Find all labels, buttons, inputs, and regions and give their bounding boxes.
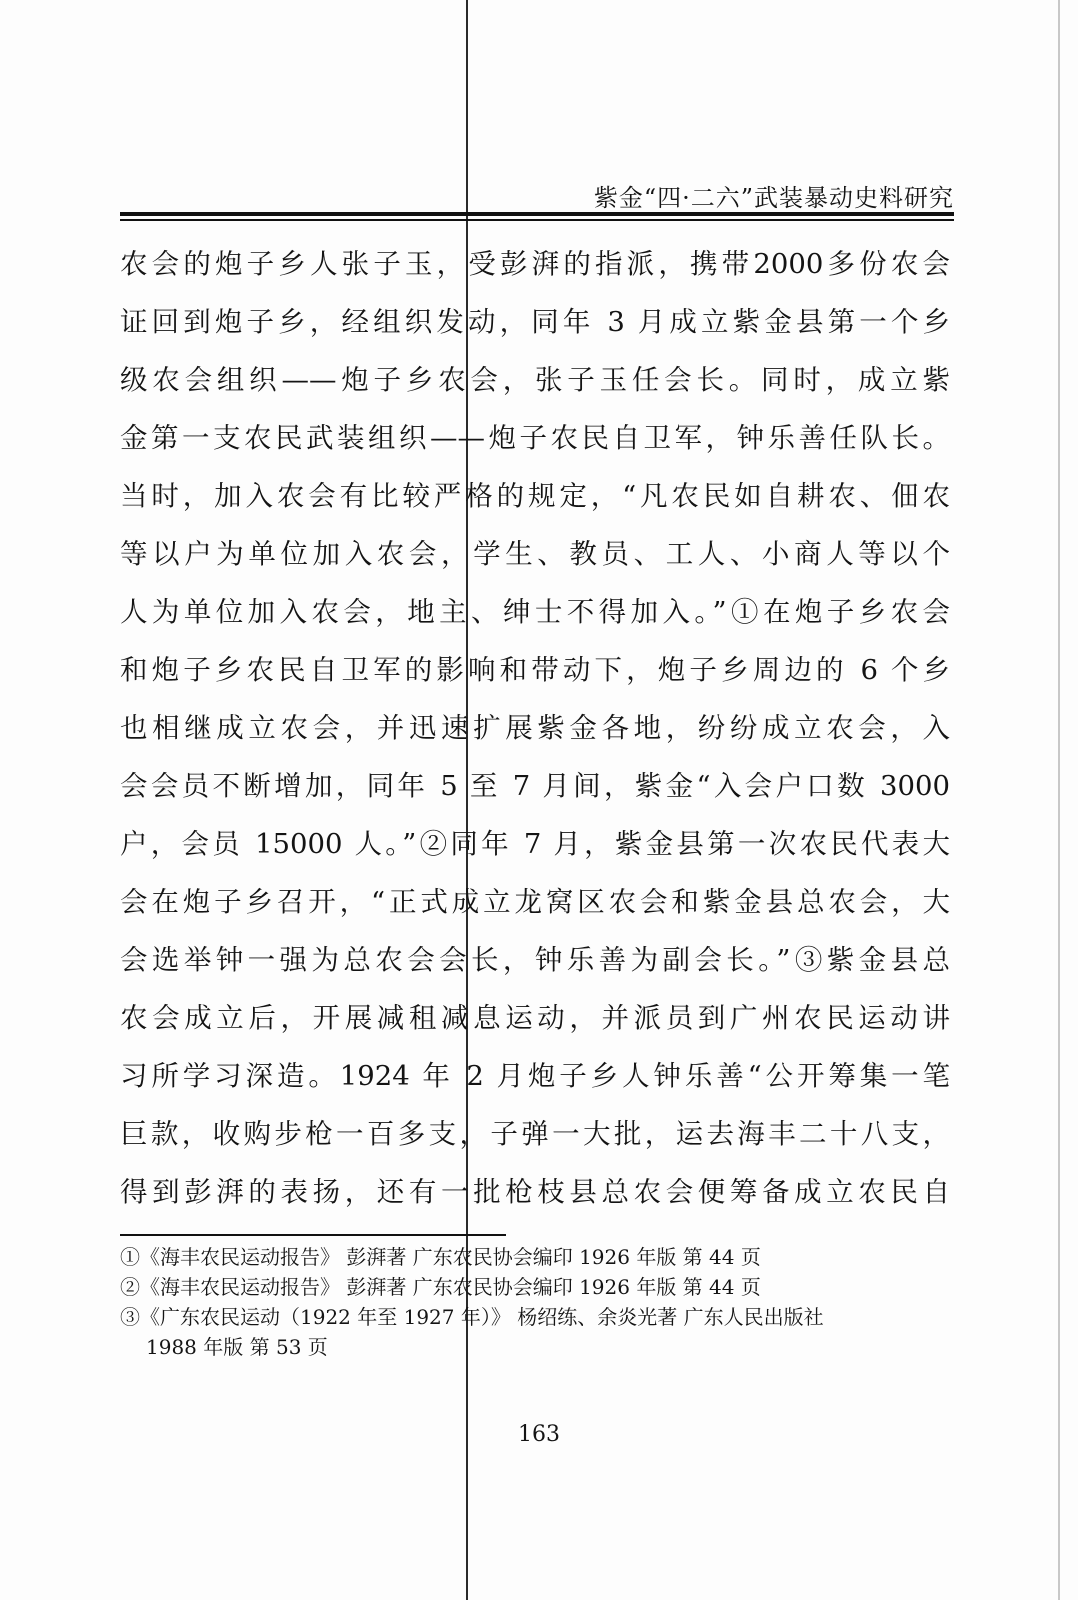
body-line: 证回到炮子乡，经组织发动，同年 3 月成立紫金县第一个乡	[120, 306, 950, 338]
body-line: 和炮子乡农民自卫军的影响和带动下，炮子乡周边的 6 个乡	[120, 654, 950, 686]
footnote-1: ①《海丰农民运动报告》 彭湃著 广东农民协会编印 1926 年版 第 44 页	[120, 1245, 761, 1269]
page-number: 163	[518, 1422, 560, 1447]
scan-edge-line	[1058, 0, 1060, 1600]
footnote-3-continued: 1988 年版 第 53 页	[146, 1335, 328, 1359]
header-rule-thick	[120, 212, 954, 216]
body-line: 农会的炮子乡人张子玉，受彭湃的指派，携带2000多份农会	[120, 248, 950, 280]
body-line: 会会员不断增加，同年 5 至 7 月间，紫金“入会户口数 3000	[120, 770, 950, 802]
body-line: 户，会员 15000 人。”②同年 7 月，紫金县第一次农民代表大	[120, 828, 950, 860]
body-line: 级农会组织——炮子乡农会，张子玉任会长。同时，成立紫	[120, 364, 950, 396]
running-head: 紫金“四·二六”武装暴动史料研究	[593, 184, 954, 212]
body-line: 巨款，收购步枪一百多支，子弹一大批，运去海丰二十八支，	[120, 1118, 950, 1150]
body-line: 金第一支农民武装组织——炮子农民自卫军，钟乐善任队长。	[120, 422, 950, 454]
body-line: 会选举钟一强为总农会会长，钟乐善为副会长。”③紫金县总	[120, 944, 950, 976]
header-rule-thin	[120, 219, 954, 221]
body-line: 也相继成立农会，并迅速扩展紫金各地，纷纷成立农会，入	[120, 712, 950, 744]
body-text	[120, 235, 950, 1221]
body-line: 等以户为单位加入农会，学生、教员、工人、小商人等以个	[120, 538, 950, 570]
footnotes	[120, 1242, 960, 1362]
footnote-3: ③《广东农民运动（1922 年至 1927 年）》 杨绍练、余炎光著 广东人民出版社	[120, 1305, 824, 1329]
footnote-2: ②《海丰农民运动报告》 彭湃著 广东农民协会编印 1926 年版 第 44 页	[120, 1275, 761, 1299]
footnote-separator	[120, 1234, 506, 1236]
body-line: 农会成立后，开展减租减息运动，并派员到广州农民运动讲	[120, 1002, 950, 1034]
body-line: 人为单位加入农会，地主、绅士不得加入。”①在炮子乡农会	[120, 596, 950, 628]
body-line: 当时，加入农会有比较严格的规定，“凡农民如自耕农、佃农	[120, 480, 950, 512]
body-line: 习所学习深造。1924 年 2 月炮子乡人钟乐善“公开筹集一笔	[120, 1060, 950, 1092]
body-line: 得到彭湃的表扬，还有一批枪枝县总农会便筹备成立农民自	[120, 1176, 950, 1208]
body-line: 会在炮子乡召开，“正式成立龙窝区农会和紫金县总农会，大	[120, 886, 950, 918]
